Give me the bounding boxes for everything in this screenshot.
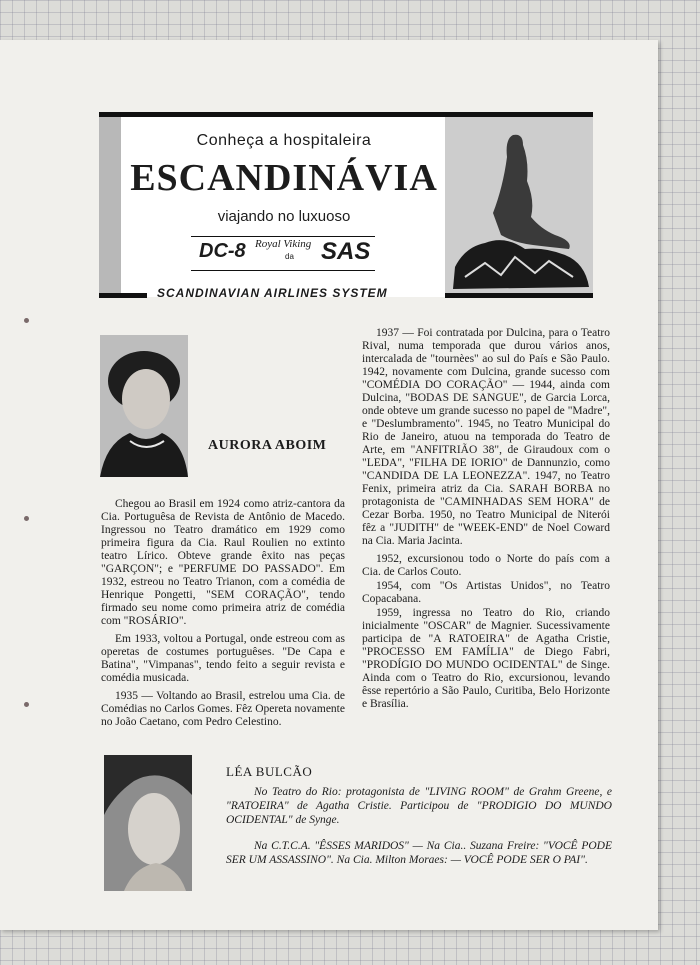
ad-da-label: da: [285, 252, 294, 261]
ad-brand-title: ESCANDINÁVIA: [130, 157, 438, 199]
bio-paragraph: 1935 — Voltando ao Brasil, estrelou uma Cia. de Comédias no Carlos Gomes. Fêz Opereta novamente no João Caetano, com Pedro Celestino.: [101, 690, 345, 728]
ad-tagline: Conheça a hospitaleira: [196, 132, 372, 149]
ad-rule: [191, 270, 375, 271]
ad-gray-stripe: [99, 117, 121, 297]
ad-airline-name: SCANDINAVIAN AIRLINES SYSTEM: [157, 286, 388, 300]
mermaid-statue-image: [445, 117, 593, 297]
aurora-aboim-photo: [100, 335, 188, 477]
lea-bulcao-photo: [104, 755, 192, 891]
bio-paragraph: No Teatro do Rio: protagonista de "LIVING ROOM" de Grahm Greene, e "RATOEIRA" de Agatha Cristie. Participou de "PRODIGIO DO MUNDO OCIDENTAL" de Synge.: [226, 786, 612, 826]
bio-paragraph: Na C.T.C.A. "ÊSSES MARIDOS" — Na Cia.. Suzana Freire: "VOCÊ PODE SER UM ASSASSINO". Na Cia. Milton Moraes: — VOCÊ PODE SER O PAI".: [226, 840, 612, 866]
aurora-bio-left-column: [101, 498, 345, 734]
bio-paragraph: 1959, ingressa no Teatro do Rio, criando inicialmente "OSCAR" de Magnier. Sucessivamente participa de "A RATOEIRA" de Agatha Cristie, "PROCESSO EM FAMÍLIA" de Diego Fabri, "PRODÍGIO DO MUNDO OCIDENTAL" de Singe. Ainda com o Teatro do Rio, excursionou, levando êsse repertório a São Paulo, Curitiba, Belo Horizonte e Brasília.: [362, 607, 610, 710]
bio-paragraph: Em 1933, voltou a Portugal, onde estreou com as operetas de costumes portuguêses. "De Capa e Batina", "Vimpanas", tendo feito a seguir revista e comédia musicada.: [101, 633, 345, 684]
lea-bulcao-bio: [226, 785, 612, 879]
lea-bulcao-heading: LÉA BULCÃO: [226, 764, 313, 779]
aurora-aboim-heading: AURORA ABOIM: [208, 438, 327, 453]
aurora-bio-right-column: [362, 327, 610, 716]
bio-paragraph: 1937 — Foi contratada por Dulcina, para o Teatro Rival, numa temporada que durou vários anos, intercalada de "tournèes" ao sul do País e São Paulo. 1942, novamente com Dulcina, grande sucesso com "COMÉDIA DO CORAÇÃO" — 1944, ainda com Dulcina, "BODAS DE SANGUE", de Garcia Lorca, onde obteve um grande sucesso no papel de "Madre", e "Deslumbramento". 1945, no Teatro Municipal do Rio de Janeiro, atuou na temporada do Teatro de Arte, em "ANFITRIÃO 38", de Giraudoux com o "LEDA", "FILHA DE IORIO" de Dannunzio, como "CANDIDA DE LA LEONEZZA". 1947, no Teatro Fenix, primeira atriz da Cia. SARAH BORBA no protagonista de "CAMINHADAS SEM HORA" de Cezar Borba. 1950, no Teatro Municipal de Niterói fêz a "JUDITH" de "WEEK-END" de Noel Coward na Cia. Maria Jacinta.: [362, 327, 610, 547]
ad-bottom-rule: [99, 293, 147, 298]
ad-rule: [191, 236, 375, 237]
ad-royal-viking-logo: Royal Viking: [255, 238, 312, 250]
ad-bottom-rule: [445, 293, 593, 298]
binding-hole: [24, 702, 29, 707]
binding-hole: [24, 516, 29, 521]
binding-hole: [24, 318, 29, 323]
bio-paragraph: 1952, excursionou todo o Norte do país com a Cia. de Carlos Couto.: [362, 553, 610, 578]
ad-aircraft-model: DC-8: [199, 240, 246, 262]
sas-advertisement: [99, 112, 593, 302]
ad-sas-logo: SAS: [321, 238, 371, 265]
ad-subline: viajando no luxuoso: [217, 208, 351, 225]
bio-paragraph: Chegou ao Brasil em 1924 como atriz-cantora da Cia. Portuguêsa de Revista de Antônio de Macedo. Ingressou no Teatro dramático em 1929 como primeira figura da Cia. Raul Roulien no extinto teatro Lírico. Obteve grande êxito nas peças "GARÇON"; e "PERFUME DO PASSADO". Em 1932, estreou no Teatro Trianon, com a comédia de Henrique Pongetti, "SEM CORAÇÃO", tendo firmado seu nome como primeira atriz de comédia com "ROSÁRIO".: [101, 498, 345, 627]
bio-paragraph: 1954, com "Os Artistas Unidos", no Teatro Copacabana.: [362, 580, 610, 605]
